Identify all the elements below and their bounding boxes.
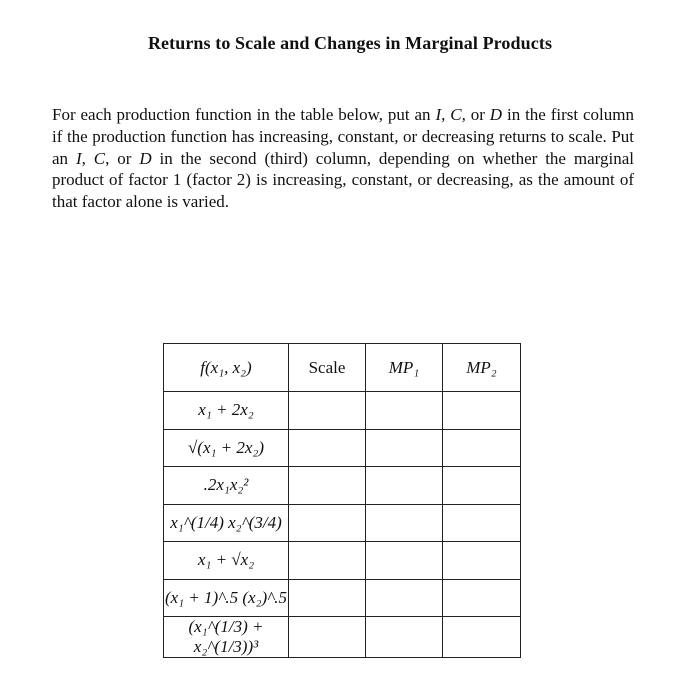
- mp1-cell[interactable]: [366, 617, 443, 658]
- scale-cell[interactable]: [289, 579, 366, 617]
- function-cell: √(x₁ + 2x₂): [164, 429, 289, 467]
- function-cell: x₁^(1/4) x₂^(3/4): [164, 504, 289, 542]
- mp2-cell[interactable]: [443, 429, 521, 467]
- scale-cell[interactable]: [289, 542, 366, 580]
- header-mp2: MP₂: [443, 344, 521, 392]
- function-cell: x₁ + √x₂: [164, 542, 289, 580]
- function-cell: x₁ + 2x₂: [164, 392, 289, 430]
- scale-cell[interactable]: [289, 504, 366, 542]
- mp2-cell[interactable]: [443, 504, 521, 542]
- var-i: I: [435, 105, 442, 124]
- var-c-2: C: [93, 148, 106, 168]
- table-row: [164, 392, 521, 430]
- table-header: [164, 344, 521, 392]
- table-row: [164, 429, 521, 467]
- table-row: [164, 504, 521, 542]
- mp2-cell[interactable]: [443, 467, 521, 505]
- function-cell: .2x₁x₂²: [164, 467, 289, 505]
- table-row: [164, 467, 521, 505]
- var-i-2: I: [75, 148, 82, 168]
- instructions-text-3: in the second (third) column, depending on whether the marginal product of factor 1 (factor 2) is increasing, constant, or decreasing, as the amount of that factor alone is varied.: [52, 148, 634, 212]
- mp2-cell[interactable]: [443, 617, 521, 658]
- sep-4: , or: [105, 148, 140, 168]
- instructions-paragraph: [52, 104, 634, 213]
- function-cell: (x₁ + 1)^.5 (x₂)^.5: [164, 579, 289, 617]
- function-cell: (x₁^(1/3) + x₂^(1/3))³: [164, 617, 289, 658]
- mp2-cell[interactable]: [443, 392, 521, 430]
- table-row: [164, 542, 521, 580]
- production-functions-table: [163, 343, 521, 658]
- mp2-cell[interactable]: [443, 579, 521, 617]
- header-mp1: MP₁: [366, 344, 443, 392]
- var-d-2: D: [139, 148, 152, 168]
- mp1-cell[interactable]: [366, 467, 443, 505]
- mp1-cell[interactable]: [366, 392, 443, 430]
- sep-1: ,: [441, 105, 451, 124]
- mp2-cell[interactable]: [443, 542, 521, 580]
- scale-cell[interactable]: [289, 467, 366, 505]
- sep-2: , or: [461, 105, 490, 124]
- header-function: f(x₁, x₂): [164, 344, 289, 392]
- table-row: [164, 579, 521, 617]
- scale-cell[interactable]: [289, 392, 366, 430]
- mp1-cell[interactable]: [366, 429, 443, 467]
- mp1-cell[interactable]: [366, 542, 443, 580]
- scale-cell[interactable]: [289, 617, 366, 658]
- mp1-cell[interactable]: [366, 504, 443, 542]
- header-row: [164, 344, 521, 392]
- table-row: [164, 617, 521, 658]
- var-c: C: [450, 105, 462, 124]
- instructions-text-2: in the first column if the production function has increasing, constant, or decreasing returns to scale. Put an: [52, 105, 635, 168]
- page-title: Returns to Scale and Changes in Marginal Products: [147, 33, 553, 53]
- scale-cell[interactable]: [289, 429, 366, 467]
- instructions-text-1: For each production function in the table below, put an: [52, 105, 436, 124]
- var-d: D: [489, 105, 503, 124]
- header-scale: Scale: [289, 344, 366, 392]
- sep-3: ,: [81, 148, 94, 168]
- mp1-cell[interactable]: [366, 579, 443, 617]
